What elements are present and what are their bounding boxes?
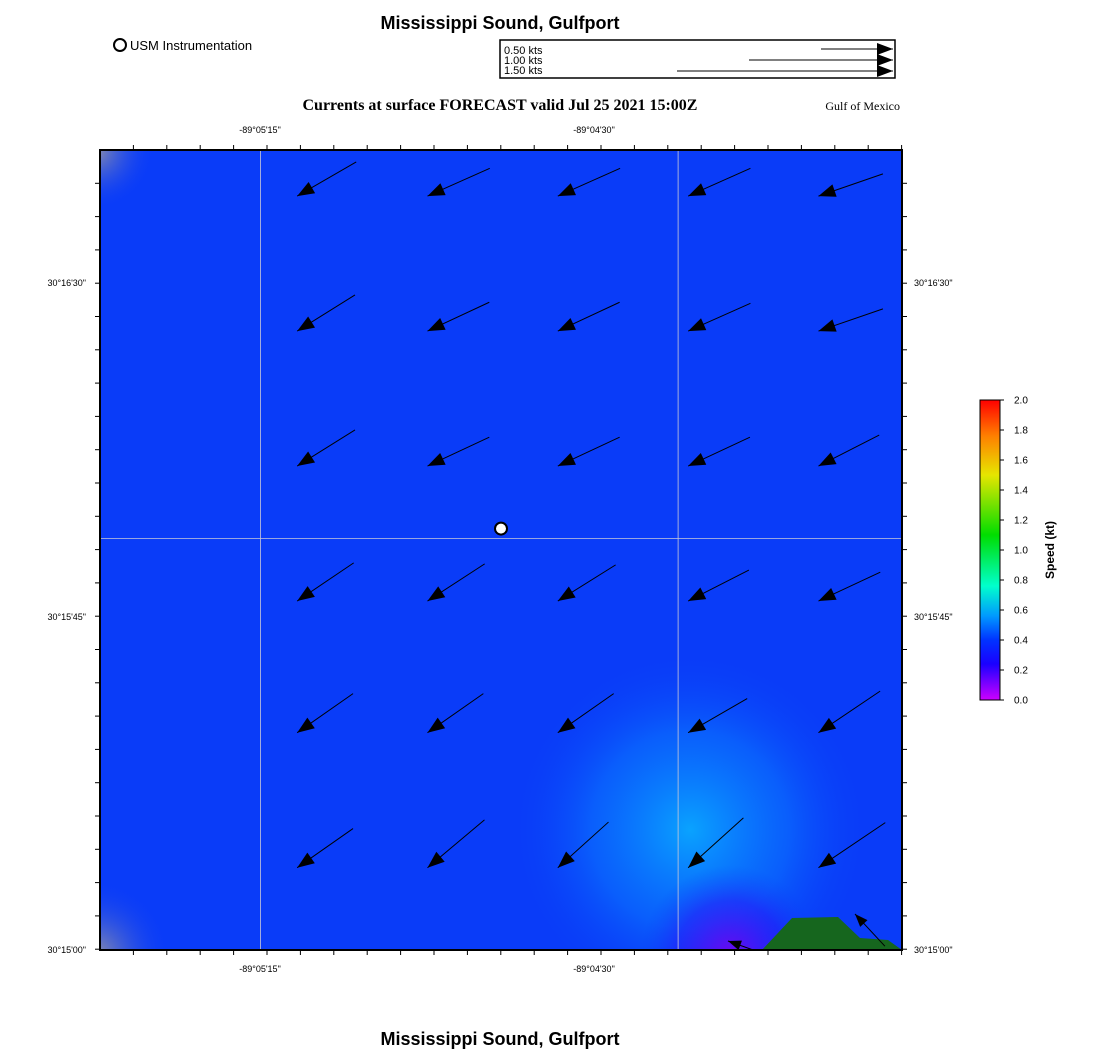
y-tick-label: 30°16'30": [47, 278, 86, 288]
scale-label-0: 0.50 kts: [504, 45, 543, 57]
current-vector: [949, 848, 1014, 869]
current-vector-head: [949, 857, 967, 869]
y-tick-label: 30°15'45": [914, 612, 953, 622]
colorbar-tick-label: 1.2: [1014, 515, 1028, 527]
y-tick-label: 30°15'00": [914, 945, 953, 955]
station-legend-label: USM Instrumentation: [130, 38, 253, 53]
speed-scale-box: [500, 40, 895, 78]
scale-label-1: 1.00 kts: [504, 55, 543, 67]
current-speed-field: [100, 127, 1016, 953]
y-tick-label: 30°15'45": [47, 612, 86, 622]
current-vector: [949, 701, 1016, 732]
colorbar-tick-label: 1.8: [1014, 425, 1028, 437]
x-axis-labels-top: [239, 125, 615, 135]
x-tick-label: -89°04'30": [573, 964, 615, 974]
map-footer-title: Mississippi Sound, Gulfport: [380, 1029, 620, 1049]
colorbar-tick-label: 0.4: [1014, 635, 1028, 647]
current-vector-head: [949, 720, 967, 733]
colorbar-ramp: [980, 400, 1000, 700]
station-legend: [114, 38, 252, 53]
speed-scale-legend: [500, 40, 895, 78]
colorbar-tick-label: 0.8: [1014, 575, 1028, 587]
y-tick-label: 30°15'00": [47, 945, 86, 955]
forecast-subtitle: Currents at surface FORECAST valid Jul 25 2021 15:00Z: [302, 97, 698, 114]
colorbar-tick-label: 1.4: [1014, 485, 1028, 497]
slow-current-area: [100, 150, 902, 950]
colorbar-label: Speed (kt): [1043, 520, 1057, 580]
colorbar-tick-label: 0.6: [1014, 605, 1028, 617]
x-tick-label: -89°05'15": [239, 125, 281, 135]
y-tick-label: 30°16'30": [914, 278, 953, 288]
x-axis-labels-bottom: [239, 964, 615, 974]
region-label: Gulf of Mexico: [825, 99, 900, 113]
current-vector-head: [949, 589, 967, 601]
station-legend-marker-icon: [114, 39, 126, 51]
y-axis-labels-left: [47, 278, 86, 955]
current-vector-head: [949, 184, 967, 196]
station-marker-icon: [495, 523, 507, 535]
colorbar-tick-label: 1.0: [1014, 545, 1028, 557]
current-vector: [949, 309, 1013, 332]
scale-label-2: 1.50 kts: [504, 65, 543, 77]
current-vector: [949, 174, 1013, 197]
colorbar-tick-label: 2.0: [1014, 395, 1028, 407]
colorbar-tick-label: 1.6: [1014, 455, 1028, 467]
y-axis-labels-right: [914, 278, 953, 955]
x-tick-label: -89°04'30": [573, 125, 615, 135]
x-tick-label: -89°05'15": [239, 964, 281, 974]
speed-colorbar: [980, 396, 1057, 707]
current-vector-head: [949, 455, 967, 467]
map-title: Mississippi Sound, Gulfport: [380, 13, 620, 33]
colorbar-tick-label: 0.0: [1014, 695, 1028, 707]
colorbar-tick-label: 0.2: [1014, 665, 1028, 677]
current-vector-head: [949, 319, 967, 331]
